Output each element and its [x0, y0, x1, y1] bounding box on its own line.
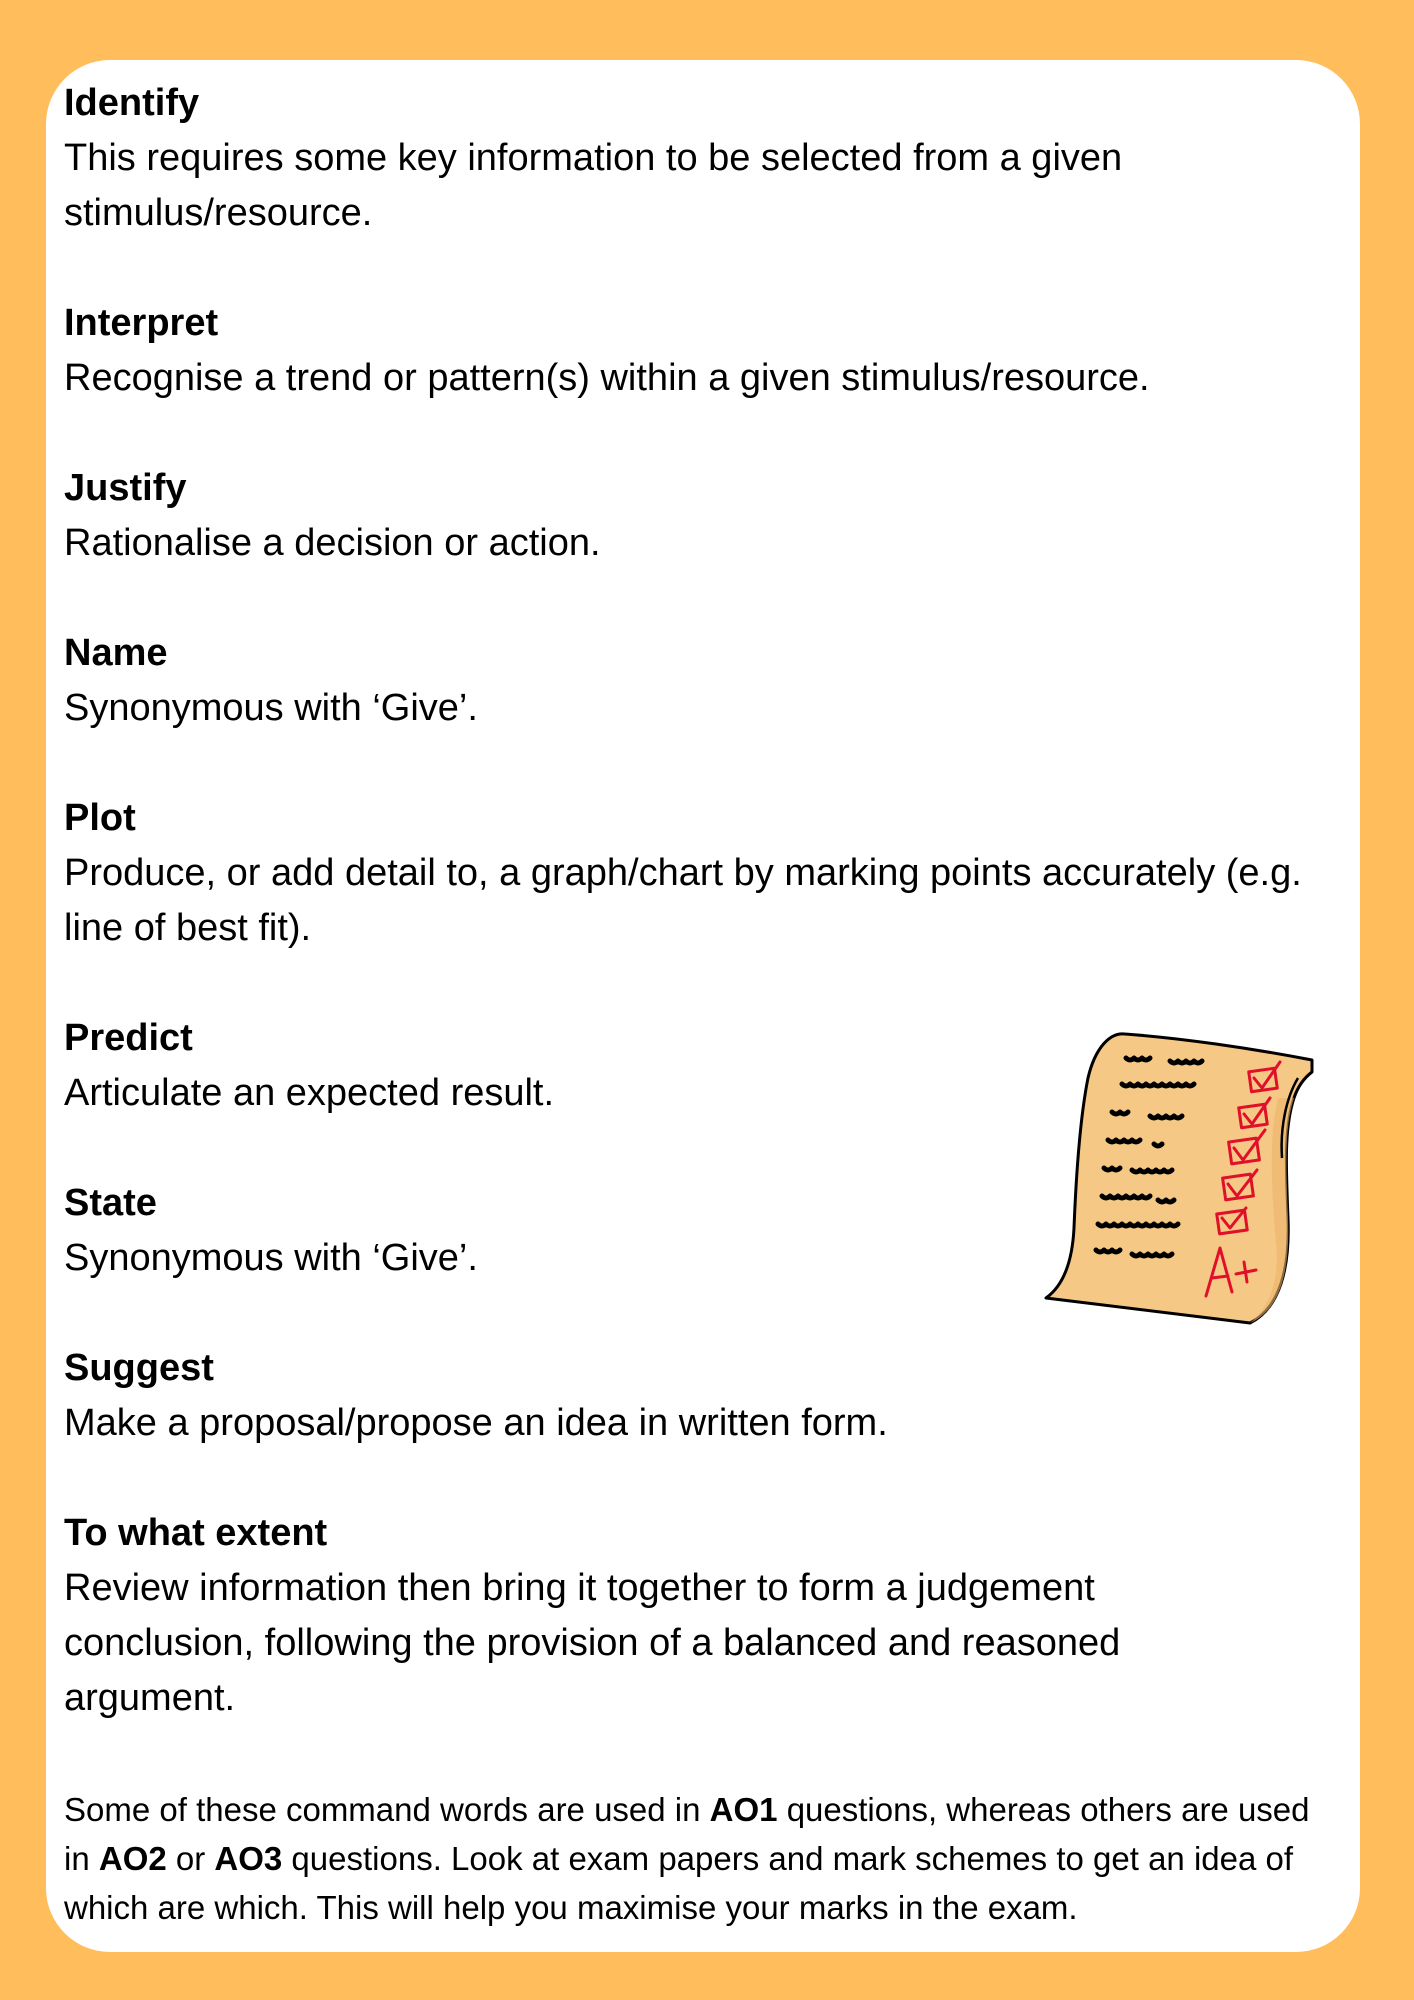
term-heading: Predict	[64, 1017, 193, 1059]
ao3-label: AO3	[214, 1840, 283, 1877]
entry-name	[64, 626, 1324, 736]
entry-interpret	[64, 296, 1324, 406]
graded-exam-paper-icon	[1040, 1028, 1316, 1330]
footer-text: Some of these command words are used in	[64, 1791, 710, 1828]
term-definition: Synonymous with ‘Give’.	[64, 687, 478, 729]
term-heading: Suggest	[64, 1347, 214, 1389]
term-heading: State	[64, 1182, 157, 1224]
command-word-list	[64, 76, 1324, 1781]
term-definition: Review information then bring it together to form a judgement conclusion, following the provision of a balanced and reasoned argument.	[64, 1567, 1121, 1719]
term-heading: Identify	[64, 82, 200, 124]
entry-suggest	[64, 1341, 1324, 1451]
term-definition: Produce, or add detail to, a graph/chart by marking points accurately (e.g. line of best fit).	[64, 852, 1302, 949]
footer-text: questions. Look at exam papers and mark schemes to get an idea of which are which. This will help you maximise your marks in the exam.	[64, 1840, 1294, 1926]
term-definition: Rationalise a decision or action.	[64, 522, 601, 564]
entry-plot	[64, 791, 1324, 956]
term-heading: Name	[64, 632, 168, 674]
term-definition: Make a proposal/propose an idea in written form.	[64, 1402, 888, 1444]
entry-justify	[64, 461, 1324, 571]
term-heading: To what extent	[64, 1512, 328, 1554]
term-definition: This requires some key information to be selected from a given stimulus/resource.	[64, 137, 1123, 234]
entry-to-what-extent	[64, 1506, 1324, 1726]
term-heading: Justify	[64, 467, 187, 509]
exam-tip-note	[64, 1785, 1344, 1932]
entry-identify	[64, 76, 1324, 241]
ao1-label: AO1	[709, 1791, 778, 1828]
ao2-label: AO2	[98, 1840, 167, 1877]
term-definition: Recognise a trend or pattern(s) within a given stimulus/resource.	[64, 357, 1150, 399]
footer-text: questions, whereas others are used in	[64, 1791, 1310, 1877]
footer-text: or	[166, 1840, 215, 1877]
term-heading: Plot	[64, 797, 136, 839]
term-definition: Articulate an expected result.	[64, 1072, 555, 1114]
term-heading: Interpret	[64, 302, 219, 344]
term-definition: Synonymous with ‘Give’.	[64, 1237, 478, 1279]
